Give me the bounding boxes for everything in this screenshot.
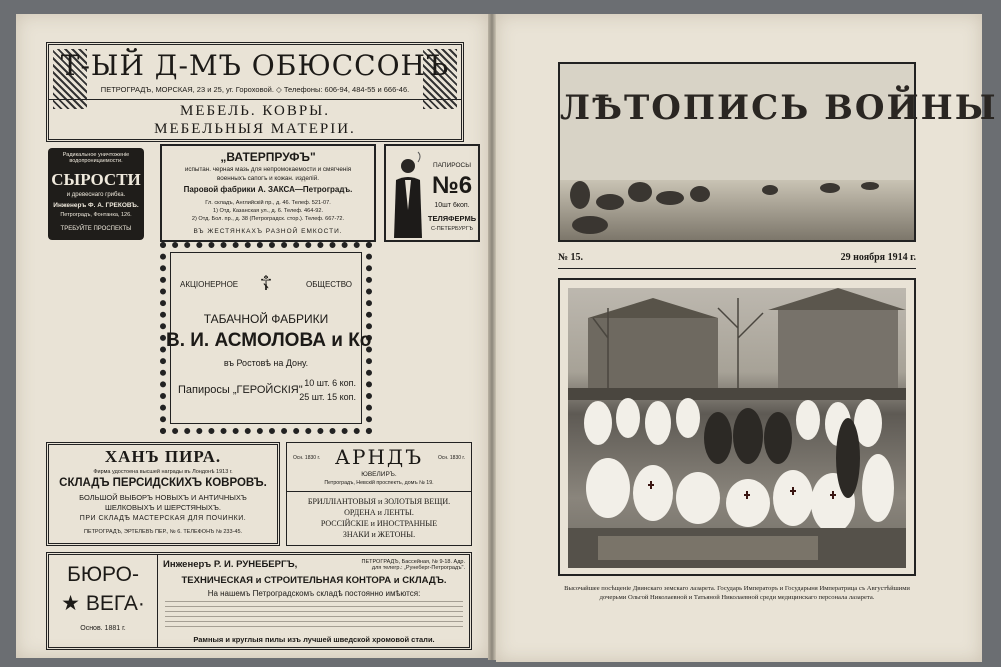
syrosti-sub: и древеснаго грибка.	[66, 192, 126, 198]
book-gutter	[488, 14, 496, 660]
arnd-line1: БРИЛЛІАНТОВЫЯ и ЗОЛОТЫЯ ВЕЩИ.	[307, 497, 451, 506]
runeberg-line2: На нашемъ Петроградскомъ складѣ постоянно имѣются:	[207, 589, 421, 598]
photo-caption: Высочайшее посѣщеніе Двинскаго земскаго лазарета. Государь Императоръ и Государыня Императрица съ Августѣйшими дочерьми Ольгой Николаевной и Татьяной Николаевной среди медицинскаго персонала лазарета.	[564, 585, 910, 601]
buro-est: Основ. 1881 г.	[80, 625, 126, 632]
double-headed-eagle-icon: ☦	[259, 273, 273, 295]
syrosti-top: Радикальное уничтоженіе водопроницаемости.	[62, 152, 130, 164]
issue-line	[558, 250, 916, 269]
ad-asmolov	[160, 242, 372, 434]
masthead-title: ЛѢТОПИСЬ ВОЙНЫ	[560, 88, 998, 128]
khan-line3: ШЕЛКОВЫХЪ И ШЕРСТЯНЫХЪ.	[105, 503, 221, 512]
ad-obusson	[46, 42, 464, 142]
arnd-year-right: Осн. 1830 г.	[437, 455, 465, 461]
left-page	[16, 14, 488, 658]
asmolov-l2: ОБЩЕСТВО	[306, 280, 352, 289]
arnd-line3: РОССІЙСКІЕ и ИНОСТРАННЫЕ	[320, 519, 438, 528]
ad-waterproof	[160, 144, 376, 242]
ad-buro-vega	[49, 555, 158, 647]
syrosti-req: ТРЕБУЙТЕ ПРОСПЕКТЫ	[60, 226, 132, 232]
waterproof-factory: Паровой фабрики А. ЗАКСА—Петроградъ.	[183, 185, 353, 194]
arnd-sub: ЮВЕЛИРЪ.	[361, 471, 397, 478]
ad-bottom-strip	[46, 552, 472, 650]
khan-line2: БОЛЬШОЙ ВЫБОРЪ НОВЫХЪ И АНТИЧНЫХЪ	[79, 493, 247, 502]
runeberg-bottom: Рамныя и круглыя пилы изъ лучшей шведской хромовой стали.	[193, 635, 435, 644]
ad-papirosy-6	[384, 144, 480, 242]
obusson-address: ПЕТРОГРАДЪ, МОРСКАЯ, 23 и 25, уг. Гороховой. ◇ Телефоны: 606-94, 484-55 и 666-46.	[100, 85, 410, 94]
issue-date: 29 ноября 1914 г.	[840, 252, 916, 263]
runeberg-addr: ПЕТРОГРАДЪ, Бассейная, № 9-18. Адр. для телегр.: „Рунеберг-Петроградъ".	[361, 559, 465, 571]
arnd-line2: ОРДЕНА и ЛЕНТЫ.	[344, 508, 414, 517]
arnd-line4: ЗНАКИ и ЖЕТОНЫ.	[342, 530, 416, 539]
ad-khan-pira	[46, 442, 280, 546]
runeberg-title: Инженеръ Р. И. РУНЕБЕРГЪ,	[163, 559, 298, 570]
khan-addr: ПЕТРОГРАДЪ, ЭРТЕЛЕВЪ ПЕР., № 6. ТЕЛЕФОНЪ № 233-45.	[83, 529, 243, 535]
papirosy-count: 10шт 6коп.	[434, 202, 470, 209]
photo-scene	[568, 288, 906, 568]
khan-award: Фирма удостоена высшей награды въ Лондонѣ 1913 г.	[93, 469, 233, 475]
ad-arnd	[286, 442, 472, 546]
asmolov-l6b: 10 шт. 6 коп.	[304, 378, 356, 388]
asmolov-l3: ТАБАЧНОЙ ФАБРИКИ	[203, 312, 329, 326]
waterproof-title: „ВАТЕРПРУФЪ"	[220, 150, 316, 164]
waterproof-bottom: ВЪ ЖЕСТЯНКАХЪ РАЗНОЙ ЕМКОСТИ.	[193, 228, 343, 235]
gentleman-smoking-illustration	[388, 150, 428, 240]
papirosy-label: ПАПИРОСЫ	[433, 162, 471, 169]
waterproof-r1: Гл. складъ, Английскій пр., д. 46. Телеф. 521-07.	[205, 200, 331, 206]
soldiers-illustration	[560, 140, 914, 240]
asmolov-l1: АКЦІОНЕРНОЕ	[180, 280, 239, 289]
arnd-title: АРНДЪ	[334, 445, 424, 469]
papirosy-city: С-ПЕТЕРБУРГЪ	[430, 226, 474, 232]
asmolov-l4: В. И. АСМОЛОВА и Ко	[166, 330, 372, 351]
papirosy-brand: ТЕЛЯФЕРМЬ	[427, 214, 477, 223]
asmolov-l6a: Папиросы „ГЕРОЙСКІЯ"	[178, 384, 303, 396]
obusson-line1: МЕБЕЛЬ. КОВРЫ.	[179, 103, 330, 119]
photo-frame	[558, 278, 916, 576]
waterproof-line1: испытан. черная мазь для непромокаемости и смягченія	[184, 166, 352, 173]
syrosti-title: СЫРОСТИ	[51, 170, 141, 189]
khan-title: ХАНЪ ПИРА.	[104, 447, 222, 466]
issue-number: № 15.	[558, 252, 584, 263]
obusson-title: Т-ЫЙ Д-МЪ ОБЮССОНЪ	[60, 49, 450, 82]
waterproof-r3: 2) Отд. Бол. пр., д. 38 (Петроградск. стор.). Телеф. 667-72.	[191, 216, 345, 222]
syrosti-engineer: Инженеръ Ф. А. ГРЕКОВЪ.	[53, 202, 139, 209]
runeberg-line1: ТЕХНИЧЕСКАЯ и СТРОИТЕЛЬНАЯ КОНТОРА и СКЛАДЪ.	[181, 575, 447, 586]
waterproof-r2: 1) Отд. Казанская ул., д. 6. Телеф. 464-92.	[212, 208, 324, 214]
buro-line2: ★ ВЕГА·	[61, 592, 145, 615]
syrosti-addr: Петроградъ, Фонтанка, 126.	[60, 212, 132, 218]
papirosy-number: №6	[431, 172, 473, 199]
khan-line1: СКЛАДЪ ПЕРСИДСКИХЪ КОВРОВЪ.	[59, 477, 267, 489]
ad-syrosti	[48, 148, 144, 240]
ad-runeberg	[159, 555, 469, 647]
right-page	[496, 14, 998, 662]
buro-line1: БЮРО-	[67, 563, 139, 586]
asmolov-l6c: 25 шт. 15 коп.	[299, 392, 356, 402]
runeberg-product-list	[165, 601, 463, 631]
masthead	[558, 62, 998, 242]
hospital-photograph	[568, 288, 906, 568]
arnd-year-left: Осн. 1830 г.	[293, 455, 321, 461]
waterproof-line2: военныхъ сапогъ и кожан. изделій.	[217, 175, 319, 182]
obusson-line2: МЕБЕЛЬНЫЯ МАТЕРІИ.	[154, 121, 356, 137]
asmolov-l5: въ Ростовѣ на Дону.	[223, 358, 309, 368]
arnd-addr: Петроградъ, Невскій проспектъ, домъ № 19.	[324, 480, 434, 486]
khan-line4: ПРИ СКЛАДѢ МАСТЕРСКАЯ ДЛЯ ПОЧИНКИ.	[79, 515, 247, 522]
